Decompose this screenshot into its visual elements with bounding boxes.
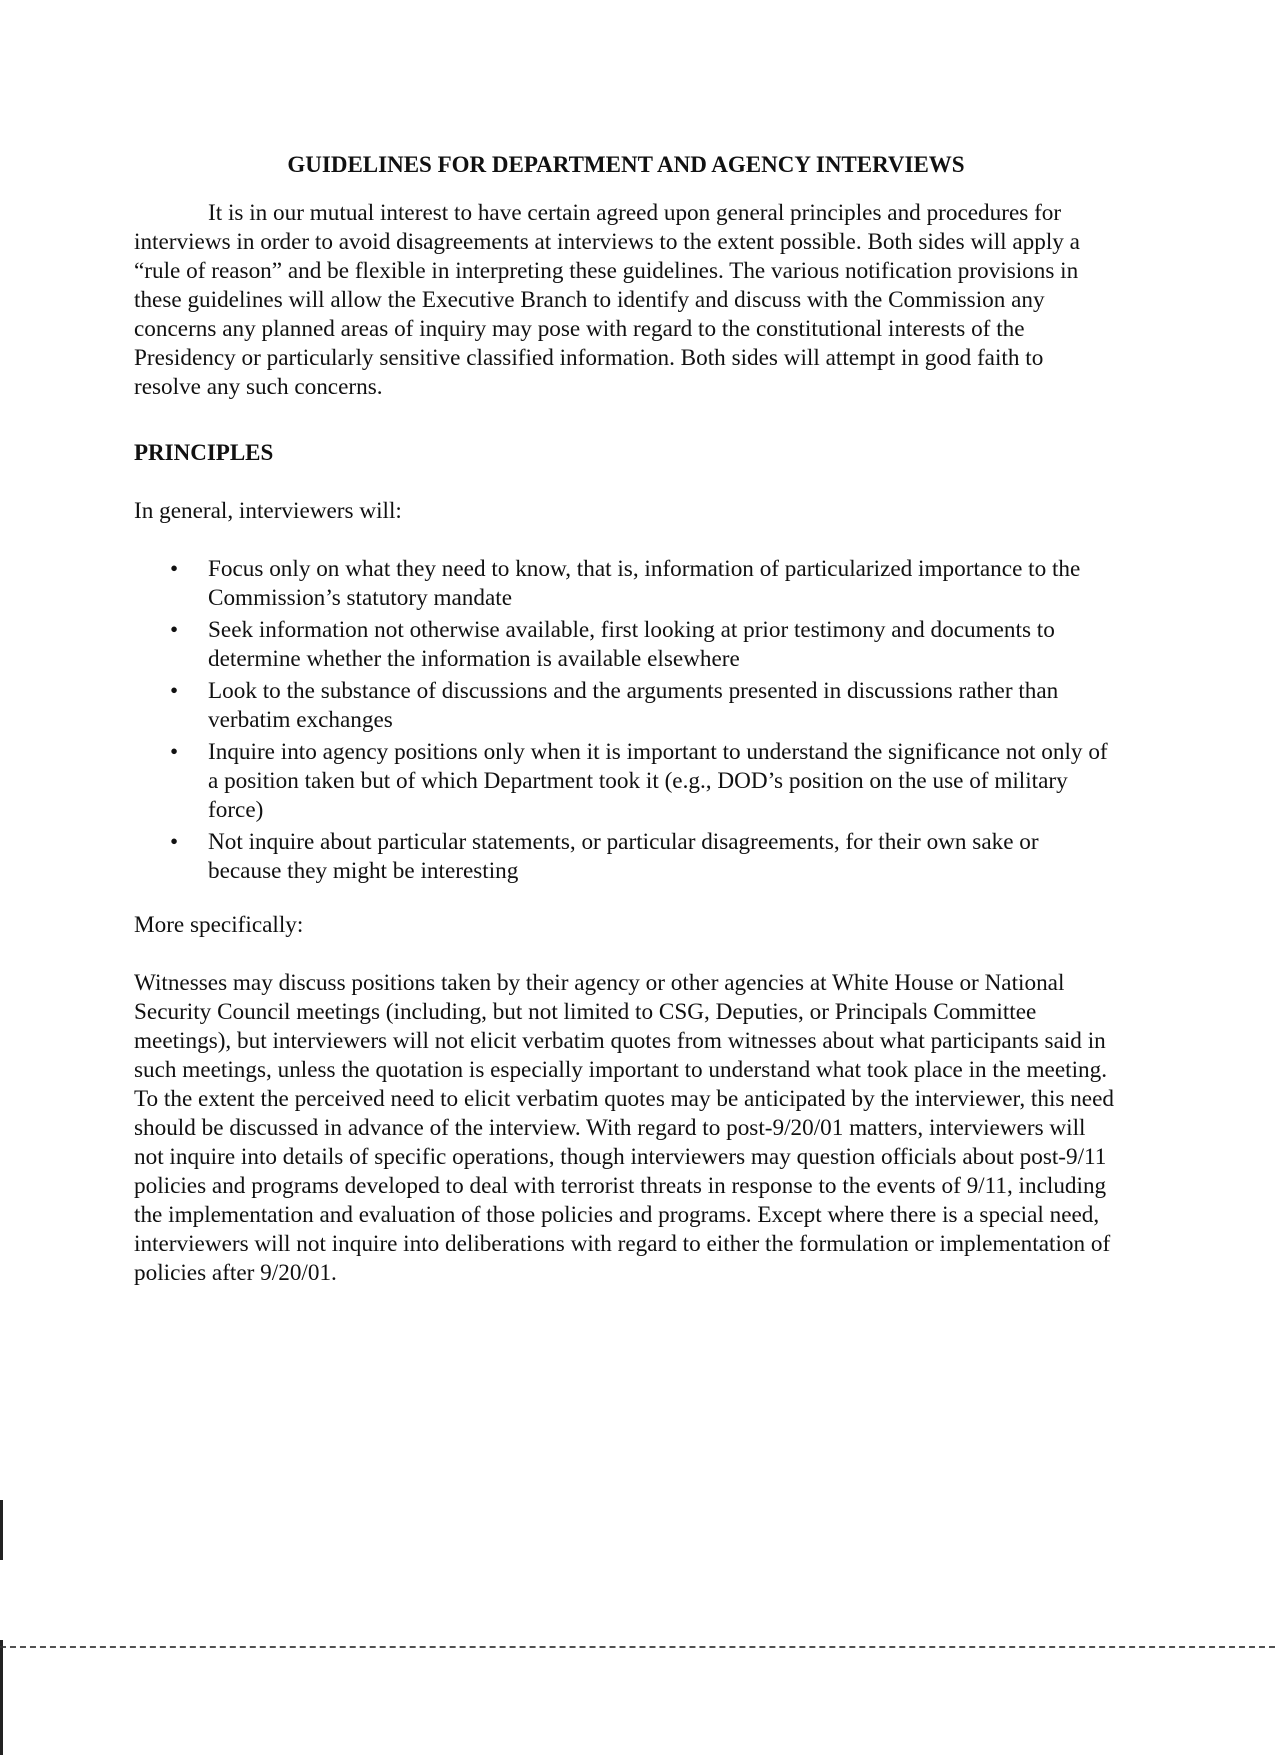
scan-margin-mark — [0, 1500, 3, 1560]
more-specifically-label: More specifically: — [134, 912, 304, 938]
principle-item-particular-statements: • Not inquire about particular statements, or particular disagreements, for their own sake or because they might be interesting — [134, 828, 1114, 886]
principle-item-focus: • Focus only on what they need to know, that is, information of particularized importance to the Commission’s statutory mandate — [134, 555, 1114, 613]
principles-heading: PRINCIPLES — [134, 440, 274, 465]
intro-paragraph: It is in our mutual interest to have certain agreed upon general principles and procedures for interviews in order to avoid disagreements at interviews to the extent possible. Both sides will apply a “rule of reason” and be flexible in interpreting these guidelines. The various notification provisions in these guidelines will allow the Executive Branch to identify and discuss with the Commission any concerns any planned areas of inquiry may pose with regard to the constitutional interests of the Presidency or particularly sensitive classified information. Both sides will attempt in good faith to resolve any such concerns. — [134, 200, 1080, 400]
document-title: GUIDELINES FOR DEPARTMENT AND AGENCY INTERVIEWS — [287, 152, 965, 177]
principle-item-substance: • Look to the substance of discussions and the arguments presented in discussions rather than verbatim exchanges — [134, 677, 1114, 735]
principle-item-seek-information: • Seek information not otherwise available, first looking at prior testimony and documents to determine whether the information is available elsewhere — [134, 616, 1114, 674]
principles-list — [134, 555, 1114, 886]
witnesses-paragraph: Witnesses may discuss positions taken by their agency or other agencies at White House or National Security Council meetings (including, but not limited to CSG, Deputies, or Principals Committee meetings), but interviewers will not elicit verbatim quotes from witnesses about what participants said in such meetings, unless the quotation is especially important to understand what took place in the meeting. To the extent the perceived need to elicit verbatim quotes may be anticipated by the interviewer, this need should be discussed in advance of the interview. With regard to post-9/20/01 matters, interviewers will not inquire into details of specific operations, though interviewers may question officials about post-9/11 policies and programs developed to deal with terrorist threats in response to the events of 9/11, including the implementation and evaluation of those policies and programs. Except where there is a special need, interviewers will not inquire into deliberations with regard to either the formulation or implementation of policies after 9/20/01. — [134, 970, 1114, 1286]
principles-lead: In general, interviewers will: — [134, 498, 402, 524]
document-content — [134, 150, 1114, 1288]
scan-artifact-line — [0, 1646, 1275, 1648]
scan-margin-mark — [0, 1640, 3, 1755]
principle-item-agency-positions: • Inquire into agency positions only when it is important to understand the significance not only of a position taken but of which Department took it (e.g., DOD’s position on the use of military force) — [134, 738, 1114, 825]
